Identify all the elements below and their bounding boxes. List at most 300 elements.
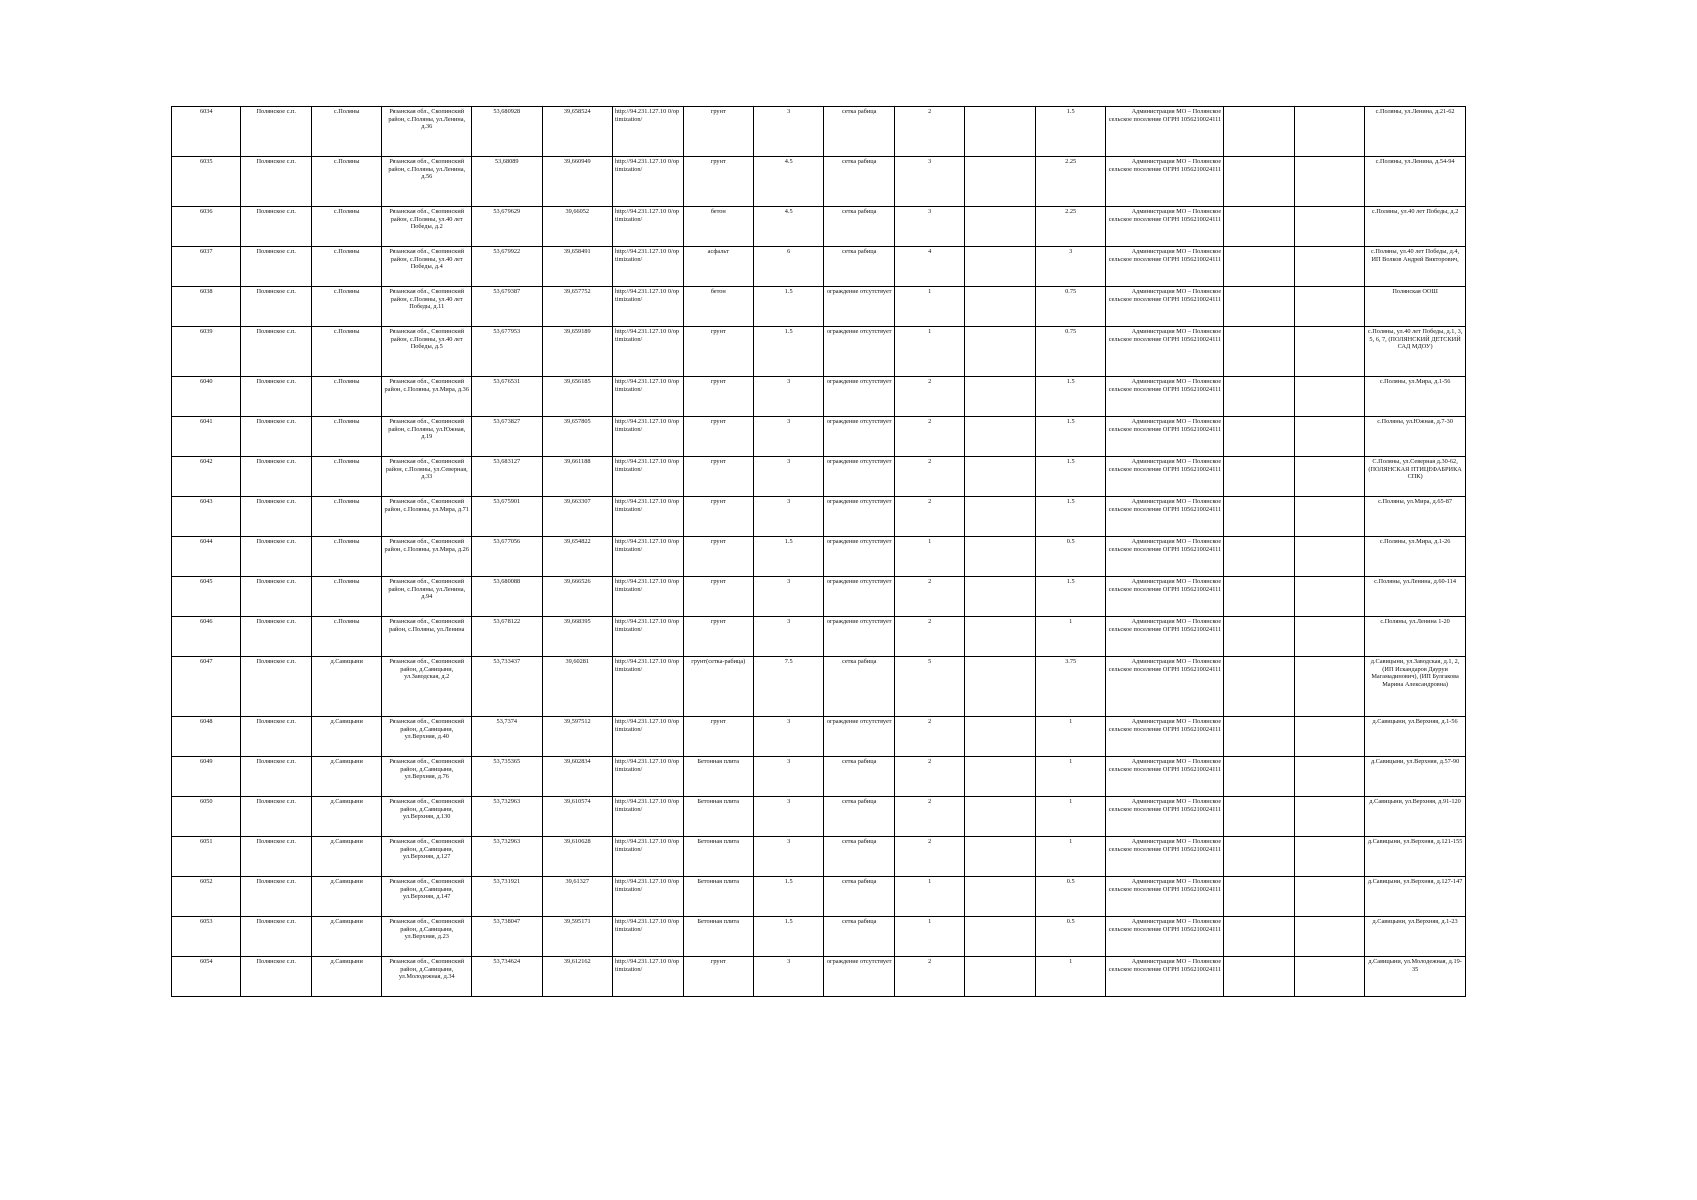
surface-cell: грунт — [683, 327, 753, 377]
empty-cell — [1224, 157, 1294, 207]
waste-sources-cell: д.Савицыни, ул.Верхняя, д.1-56 — [1365, 717, 1466, 757]
owner-cell: Администрация МО – Полянское сельское поселение ОГРН 1056210024111 — [1106, 157, 1224, 207]
address-cell: Рязанская обл., Скопинский район, с.Поляны, ул.Мира, д.71 — [382, 497, 472, 537]
fence-cell: ограждение отсутствует — [824, 577, 894, 617]
container-count-cell: 2 — [894, 497, 964, 537]
latitude-cell: 53,683127 — [472, 457, 542, 497]
address-cell: Рязанская обл., Скопинский район, д.Савицыни, ул.Верхняя, д.40 — [382, 717, 472, 757]
latitude-cell: 53,676531 — [472, 377, 542, 417]
longitude-cell: 39,666526 — [542, 577, 612, 617]
locality-cell: с.Поляны — [311, 497, 381, 537]
map-link-cell[interactable]: http://94.231.127.10 0/optimization/ — [613, 917, 683, 957]
fence-cell: ограждение отсутствует — [824, 327, 894, 377]
volume-cell: 1 — [1035, 617, 1105, 657]
longitude-cell: 39,61327 — [542, 877, 612, 917]
map-link-cell[interactable]: http://94.231.127.10 0/optimization/ — [613, 207, 683, 247]
latitude-cell: 53,7374 — [472, 717, 542, 757]
waste-sources-cell: д.Савицыни, ул.Верхняя, д.121-155 — [1365, 837, 1466, 877]
volume-cell: 1.5 — [1035, 497, 1105, 537]
fence-cell: сетка рабица — [824, 917, 894, 957]
container-count-cell: 1 — [894, 917, 964, 957]
waste-sources-cell: С.Поляны, ул.Северная д.30-62, (ПОЛЯНСКАЯ ПТИЦЕФАБРИКА СПК) — [1365, 457, 1466, 497]
empty-cell — [1224, 287, 1294, 327]
area-cell: 3 — [753, 577, 823, 617]
empty-cell — [1294, 457, 1364, 497]
empty-cell — [1224, 207, 1294, 247]
table-row — [172, 917, 1466, 957]
owner-cell: Администрация МО – Полянское сельское поселение ОГРН 1056210024111 — [1106, 457, 1224, 497]
area-cell: 3 — [753, 417, 823, 457]
latitude-cell: 53,735365 — [472, 757, 542, 797]
table-row — [172, 757, 1466, 797]
map-link-cell[interactable]: http://94.231.127.10 0/optimization/ — [613, 157, 683, 207]
waste-sources-cell: с.Поляны, ул.40 лет Победы, д.1, 3, 5, 6, 7, (ПОЛЯНСКИЙ ДЕТСКИЙ САД МДОУ) — [1365, 327, 1466, 377]
surface-cell: Бетонная плита — [683, 877, 753, 917]
table-row — [172, 157, 1466, 207]
container-count-cell: 1 — [894, 287, 964, 327]
table-row — [172, 837, 1466, 877]
latitude-cell: 53,734624 — [472, 957, 542, 997]
map-link-cell[interactable]: http://94.231.127.10 0/optimization/ — [613, 757, 683, 797]
longitude-cell: 39,597512 — [542, 717, 612, 757]
empty-cell — [965, 717, 1035, 757]
empty-cell — [1294, 537, 1364, 577]
site-id-cell: 6049 — [172, 757, 241, 797]
map-link-cell[interactable]: http://94.231.127.10 0/optimization/ — [613, 717, 683, 757]
empty-cell — [1294, 157, 1364, 207]
latitude-cell: 53,738047 — [472, 917, 542, 957]
settlement-cell: Полянское с.п. — [241, 107, 311, 157]
site-id-cell: 6048 — [172, 717, 241, 757]
area-cell: 1.5 — [753, 327, 823, 377]
empty-cell — [1224, 917, 1294, 957]
site-id-cell: 6050 — [172, 797, 241, 837]
container-count-cell: 2 — [894, 457, 964, 497]
empty-cell — [965, 837, 1035, 877]
surface-cell: грунт — [683, 497, 753, 537]
table-row — [172, 877, 1466, 917]
site-id-cell: 6045 — [172, 577, 241, 617]
map-link-cell[interactable]: http://94.231.127.10 0/optimization/ — [613, 957, 683, 997]
empty-cell — [1224, 107, 1294, 157]
volume-cell: 1.5 — [1035, 107, 1105, 157]
surface-cell: грунт — [683, 617, 753, 657]
settlement-cell: Полянское с.п. — [241, 717, 311, 757]
volume-cell: 3 — [1035, 247, 1105, 287]
empty-cell — [965, 497, 1035, 537]
table-row — [172, 617, 1466, 657]
container-count-cell: 2 — [894, 757, 964, 797]
owner-cell: Администрация МО – Полянское сельское поселение ОГРН 1056210024111 — [1106, 497, 1224, 537]
latitude-cell: 53,679629 — [472, 207, 542, 247]
address-cell: Рязанская обл., Скопинский район, с.Поляны, ул.Южная, д.19 — [382, 417, 472, 457]
site-id-cell: 6053 — [172, 917, 241, 957]
container-count-cell: 2 — [894, 377, 964, 417]
owner-cell: Администрация МО – Полянское сельское поселение ОГРН 1056210024111 — [1106, 577, 1224, 617]
empty-cell — [1224, 537, 1294, 577]
map-link-cell[interactable]: http://94.231.127.10 0/optimization/ — [613, 797, 683, 837]
surface-cell: Бетонная плита — [683, 917, 753, 957]
site-id-cell: 6041 — [172, 417, 241, 457]
settlement-cell: Полянское с.п. — [241, 957, 311, 997]
owner-cell: Администрация МО – Полянское сельское поселение ОГРН 1056210024111 — [1106, 207, 1224, 247]
settlement-cell: Полянское с.п. — [241, 327, 311, 377]
container-count-cell: 1 — [894, 327, 964, 377]
owner-cell: Администрация МО – Полянское сельское поселение ОГРН 1056210024111 — [1106, 247, 1224, 287]
container-count-cell: 2 — [894, 417, 964, 457]
surface-cell: Бетонная плита — [683, 757, 753, 797]
settlement-cell: Полянское с.п. — [241, 577, 311, 617]
site-id-cell: 6035 — [172, 157, 241, 207]
owner-cell: Администрация МО – Полянское сельское поселение ОГРН 1056210024111 — [1106, 797, 1224, 837]
container-count-cell: 1 — [894, 537, 964, 577]
container-count-cell: 2 — [894, 957, 964, 997]
settlement-cell: Полянское с.п. — [241, 617, 311, 657]
address-cell: Рязанская обл., Скопинский район, с.Поляны, ул.Мира, д.26 — [382, 537, 472, 577]
volume-cell: 1.5 — [1035, 457, 1105, 497]
settlement-cell: Полянское с.п. — [241, 417, 311, 457]
volume-cell: 0.75 — [1035, 287, 1105, 327]
fence-cell: сетка рабица — [824, 247, 894, 287]
empty-cell — [1224, 797, 1294, 837]
locality-cell: с.Поляны — [311, 577, 381, 617]
fence-cell: ограждение отсутствует — [824, 957, 894, 997]
longitude-cell: 39,602834 — [542, 757, 612, 797]
longitude-cell: 39,610574 — [542, 797, 612, 837]
volume-cell: 0.5 — [1035, 877, 1105, 917]
area-cell: 3 — [753, 377, 823, 417]
waste-sources-cell: Полянская ООШ — [1365, 287, 1466, 327]
area-cell: 3 — [753, 757, 823, 797]
empty-cell — [1224, 657, 1294, 717]
latitude-cell: 53,731921 — [472, 877, 542, 917]
owner-cell: Администрация МО – Полянское сельское поселение ОГРН 1056210024111 — [1106, 837, 1224, 877]
empty-cell — [965, 107, 1035, 157]
empty-cell — [1224, 577, 1294, 617]
empty-cell — [1294, 657, 1364, 717]
empty-cell — [1294, 577, 1364, 617]
map-link-cell[interactable]: http://94.231.127.10 0/optimization/ — [613, 577, 683, 617]
container-count-cell: 2 — [894, 107, 964, 157]
table-row — [172, 377, 1466, 417]
empty-cell — [965, 247, 1035, 287]
container-count-cell: 4 — [894, 247, 964, 287]
empty-cell — [965, 957, 1035, 997]
empty-cell — [1224, 247, 1294, 287]
table-row — [172, 497, 1466, 537]
empty-cell — [1224, 377, 1294, 417]
area-cell: 3 — [753, 957, 823, 997]
address-cell: Рязанская обл., Скопинский район, д.Савицыни, ул.Верхняя, д.76 — [382, 757, 472, 797]
address-cell: Рязанская обл., Скопинский район, д.Савицыни, ул.Молодежная, д.34 — [382, 957, 472, 997]
owner-cell: Администрация МО – Полянское сельское поселение ОГРН 1056210024111 — [1106, 537, 1224, 577]
map-link-cell[interactable]: http://94.231.127.10 0/optimization/ — [613, 107, 683, 157]
address-cell: Рязанская обл., Скопинский район, с.Поляны, ул.Северная, д.33 — [382, 457, 472, 497]
table-row — [172, 797, 1466, 837]
fence-cell: ограждение отсутствует — [824, 537, 894, 577]
site-id-cell: 6047 — [172, 657, 241, 717]
waste-sources-cell: с.Поляны, ул.40 лет Победы, д.2 — [1365, 207, 1466, 247]
locality-cell: с.Поляны — [311, 287, 381, 327]
empty-cell — [965, 377, 1035, 417]
address-cell: Рязанская обл., Скопинский район, с.Поляны, ул.Ленина — [382, 617, 472, 657]
latitude-cell: 53,677953 — [472, 327, 542, 377]
empty-cell — [1294, 957, 1364, 997]
site-id-cell: 6052 — [172, 877, 241, 917]
empty-cell — [1224, 757, 1294, 797]
owner-cell: Администрация МО – Полянское сельское поселение ОГРН 1056210024111 — [1106, 917, 1224, 957]
settlement-cell: Полянское с.п. — [241, 287, 311, 327]
fence-cell: ограждение отсутствует — [824, 417, 894, 457]
surface-cell: грунт — [683, 107, 753, 157]
empty-cell — [1294, 417, 1364, 457]
map-link-cell[interactable]: http://94.231.127.10 0/optimization/ — [613, 617, 683, 657]
address-cell: Рязанская обл., Скопинский район, с.Поляны, ул.Ленина, д.56 — [382, 157, 472, 207]
locality-cell: с.Поляны — [311, 417, 381, 457]
volume-cell: 1.5 — [1035, 417, 1105, 457]
area-cell: 3 — [753, 617, 823, 657]
empty-cell — [1294, 617, 1364, 657]
owner-cell: Администрация МО – Полянское сельское поселение ОГРН 1056210024111 — [1106, 957, 1224, 997]
area-cell: 1.5 — [753, 537, 823, 577]
address-cell: Рязанская обл., Скопинский район, д.Савицыни, ул.Верхняя, д.147 — [382, 877, 472, 917]
map-link-cell[interactable]: http://94.231.127.10 0/optimization/ — [613, 497, 683, 537]
empty-cell — [1294, 287, 1364, 327]
waste-sources-cell: с.Поляны, ул.Южная, д.7-30 — [1365, 417, 1466, 457]
area-cell: 1.5 — [753, 287, 823, 327]
table-row — [172, 287, 1466, 327]
latitude-cell: 53,677056 — [472, 537, 542, 577]
empty-cell — [1294, 797, 1364, 837]
area-cell: 3 — [753, 107, 823, 157]
volume-cell: 2.25 — [1035, 207, 1105, 247]
waste-sources-cell: д.Савицыни, ул.Верхняя, д.127-147 — [1365, 877, 1466, 917]
area-cell: 1.5 — [753, 917, 823, 957]
locality-cell: с.Поляны — [311, 327, 381, 377]
volume-cell: 0.5 — [1035, 537, 1105, 577]
settlement-cell: Полянское с.п. — [241, 877, 311, 917]
settlement-cell: Полянское с.п. — [241, 457, 311, 497]
empty-cell — [965, 657, 1035, 717]
table-row — [172, 537, 1466, 577]
container-count-cell: 2 — [894, 577, 964, 617]
empty-cell — [965, 617, 1035, 657]
longitude-cell: 39,659189 — [542, 327, 612, 377]
empty-cell — [1294, 917, 1364, 957]
settlement-cell: Полянское с.п. — [241, 497, 311, 537]
fence-cell: сетка рабица — [824, 877, 894, 917]
locality-cell: с.Поляны — [311, 157, 381, 207]
longitude-cell: 39,658524 — [542, 107, 612, 157]
longitude-cell: 39,658491 — [542, 247, 612, 287]
empty-cell — [965, 327, 1035, 377]
latitude-cell: 53,68089 — [472, 157, 542, 207]
map-link-cell[interactable]: http://94.231.127.10 0/optimization/ — [613, 457, 683, 497]
map-link-cell[interactable]: http://94.231.127.10 0/optimization/ — [613, 247, 683, 287]
empty-cell — [1224, 837, 1294, 877]
area-cell: 4.5 — [753, 157, 823, 207]
fence-cell: ограждение отсутствует — [824, 617, 894, 657]
waste-sources-cell: с.Поляны, ул.Мира, д.1-56 — [1365, 377, 1466, 417]
area-cell: 4.5 — [753, 207, 823, 247]
waste-sources-cell: д.Савицыни, ул.Верхняя, д.57-90 — [1365, 757, 1466, 797]
address-cell: Рязанская обл., Скопинский район, д.Савицыни, ул.Верхняя, д.127 — [382, 837, 472, 877]
volume-cell: 1 — [1035, 757, 1105, 797]
settlement-cell: Полянское с.п. — [241, 157, 311, 207]
table-row — [172, 577, 1466, 617]
locality-cell: д.Савицыни — [311, 957, 381, 997]
map-link-cell[interactable]: http://94.231.127.10 0/optimization/ — [613, 537, 683, 577]
table-row — [172, 457, 1466, 497]
volume-cell: 3.75 — [1035, 657, 1105, 717]
empty-cell — [1224, 327, 1294, 377]
container-count-cell: 5 — [894, 657, 964, 717]
empty-cell — [965, 157, 1035, 207]
empty-cell — [1294, 497, 1364, 537]
table-row — [172, 417, 1466, 457]
latitude-cell: 53,679922 — [472, 247, 542, 287]
volume-cell: 1 — [1035, 797, 1105, 837]
fence-cell: ограждение отсутствует — [824, 377, 894, 417]
registry-table — [171, 106, 1466, 997]
waste-sources-cell: д.Савицыни, ул.Молодежная, д.19-35 — [1365, 957, 1466, 997]
address-cell: Рязанская обл., Скопинский район, с.Поляны, ул.Мира, д.36 — [382, 377, 472, 417]
map-link-cell[interactable]: http://94.231.127.10 0/optimization/ — [613, 417, 683, 457]
settlement-cell: Полянское с.п. — [241, 537, 311, 577]
surface-cell: грунт(сетка-рабица) — [683, 657, 753, 717]
longitude-cell: 39,610628 — [542, 837, 612, 877]
container-count-cell: 2 — [894, 717, 964, 757]
container-count-cell: 2 — [894, 797, 964, 837]
waste-sources-cell: с.Поляны, ул.Мира, д.65-87 — [1365, 497, 1466, 537]
address-cell: Рязанская обл., Скопинский район, с.Поляны, ул.40 лет Победы, д.11 — [382, 287, 472, 327]
empty-cell — [965, 207, 1035, 247]
settlement-cell: Полянское с.п. — [241, 797, 311, 837]
owner-cell: Администрация МО – Полянское сельское поселение ОГРН 1056210024111 — [1106, 417, 1224, 457]
table-row — [172, 657, 1466, 717]
longitude-cell: 39,657805 — [542, 417, 612, 457]
site-id-cell: 6051 — [172, 837, 241, 877]
owner-cell: Администрация МО – Полянское сельское поселение ОГРН 1056210024111 — [1106, 107, 1224, 157]
surface-cell: грунт — [683, 717, 753, 757]
locality-cell: с.Поляны — [311, 247, 381, 287]
latitude-cell: 53,732963 — [472, 797, 542, 837]
area-cell: 3 — [753, 797, 823, 837]
empty-cell — [1224, 417, 1294, 457]
locality-cell: д.Савицыни — [311, 757, 381, 797]
map-link-cell[interactable]: http://94.231.127.10 0/optimization/ — [613, 657, 683, 717]
volume-cell: 1.5 — [1035, 377, 1105, 417]
site-id-cell: 6038 — [172, 287, 241, 327]
empty-cell — [1294, 757, 1364, 797]
settlement-cell: Полянское с.п. — [241, 657, 311, 717]
longitude-cell: 39,66052 — [542, 207, 612, 247]
address-cell: Рязанская обл., Скопинский район, д.Савицыни, ул.Верхняя, д.23 — [382, 917, 472, 957]
empty-cell — [1294, 207, 1364, 247]
latitude-cell: 53,680928 — [472, 107, 542, 157]
fence-cell: сетка рабица — [824, 107, 894, 157]
empty-cell — [1224, 877, 1294, 917]
fence-cell: сетка рабица — [824, 657, 894, 717]
waste-sources-cell: с.Поляны, ул.Ленина 1-20 — [1365, 617, 1466, 657]
table-row — [172, 957, 1466, 997]
longitude-cell: 39,661188 — [542, 457, 612, 497]
volume-cell: 1 — [1035, 957, 1105, 997]
container-count-cell: 2 — [894, 617, 964, 657]
surface-cell: грунт — [683, 417, 753, 457]
address-cell: Рязанская обл., Скопинский район, с.Поляны, ул.40 лет Победы, д.4 — [382, 247, 472, 287]
empty-cell — [1294, 877, 1364, 917]
container-count-cell: 1 — [894, 877, 964, 917]
waste-sources-cell: с.Поляны, ул.Мира, д.1-26 — [1365, 537, 1466, 577]
locality-cell: с.Поляны — [311, 107, 381, 157]
address-cell: Рязанская обл., Скопинский район, с.Поляны, ул.Ленина, д.94 — [382, 577, 472, 617]
owner-cell: Администрация МО – Полянское сельское поселение ОГРН 1056210024111 — [1106, 657, 1224, 717]
container-count-cell: 3 — [894, 207, 964, 247]
fence-cell: сетка рабица — [824, 837, 894, 877]
empty-cell — [1224, 497, 1294, 537]
volume-cell: 0.75 — [1035, 327, 1105, 377]
empty-cell — [1224, 617, 1294, 657]
empty-cell — [1294, 377, 1364, 417]
surface-cell: грунт — [683, 537, 753, 577]
empty-cell — [965, 577, 1035, 617]
fence-cell: сетка рабица — [824, 797, 894, 837]
locality-cell: д.Савицыни — [311, 877, 381, 917]
owner-cell: Администрация МО – Полянское сельское поселение ОГРН 1056210024111 — [1106, 717, 1224, 757]
locality-cell: д.Савицыни — [311, 797, 381, 837]
container-count-cell: 3 — [894, 157, 964, 207]
area-cell: 3 — [753, 837, 823, 877]
map-link-cell[interactable]: http://94.231.127.10 0/optimization/ — [613, 327, 683, 377]
fence-cell: сетка рабица — [824, 757, 894, 797]
surface-cell: грунт — [683, 577, 753, 617]
longitude-cell: 39,612162 — [542, 957, 612, 997]
empty-cell — [1294, 247, 1364, 287]
longitude-cell: 39,663307 — [542, 497, 612, 537]
map-link-cell[interactable]: http://94.231.127.10 0/optimization/ — [613, 287, 683, 327]
waste-sources-cell: д.Савицыни, ул.Верхняя, д.91-120 — [1365, 797, 1466, 837]
settlement-cell: Полянское с.п. — [241, 247, 311, 287]
site-id-cell: 6044 — [172, 537, 241, 577]
table-row — [172, 717, 1466, 757]
empty-cell — [965, 797, 1035, 837]
volume-cell: 1 — [1035, 717, 1105, 757]
waste-sources-cell: д.Савицыни, ул.Верхняя, д.1-23 — [1365, 917, 1466, 957]
address-cell: Рязанская обл., Скопинский район, д.Савицыни, ул.Верхняя, д.130 — [382, 797, 472, 837]
map-link-cell[interactable]: http://94.231.127.10 0/optimization/ — [613, 837, 683, 877]
latitude-cell: 53,680088 — [472, 577, 542, 617]
address-cell: Рязанская обл., Скопинский район, с.Поляны, ул.Ленина, д.36 — [382, 107, 472, 157]
settlement-cell: Полянское с.п. — [241, 757, 311, 797]
locality-cell: с.Поляны — [311, 457, 381, 497]
waste-sources-cell: д.Савицыни, ул.Заводская, д.1, 2, (ИП Искандаров Дауруи Магамадинович), (ИП Булгакова Марина Александровна) — [1365, 657, 1466, 717]
table-row — [172, 247, 1466, 287]
waste-sources-cell: с.Поляны, ул.Ленина, д.54-94 — [1365, 157, 1466, 207]
map-link-cell[interactable]: http://94.231.127.10 0/optimization/ — [613, 377, 683, 417]
longitude-cell: 39,668395 — [542, 617, 612, 657]
fence-cell: сетка рабица — [824, 157, 894, 207]
map-link-cell[interactable]: http://94.231.127.10 0/optimization/ — [613, 877, 683, 917]
empty-cell — [965, 287, 1035, 327]
longitude-cell: 39,60281 — [542, 657, 612, 717]
waste-sources-cell: с.Поляны, ул.Ленина, д.21-62 — [1365, 107, 1466, 157]
latitude-cell: 53,679387 — [472, 287, 542, 327]
surface-cell: грунт — [683, 457, 753, 497]
surface-cell: Бетонная плита — [683, 797, 753, 837]
volume-cell: 1 — [1035, 837, 1105, 877]
owner-cell: Администрация МО – Полянское сельское поселение ОГРН 1056210024111 — [1106, 617, 1224, 657]
